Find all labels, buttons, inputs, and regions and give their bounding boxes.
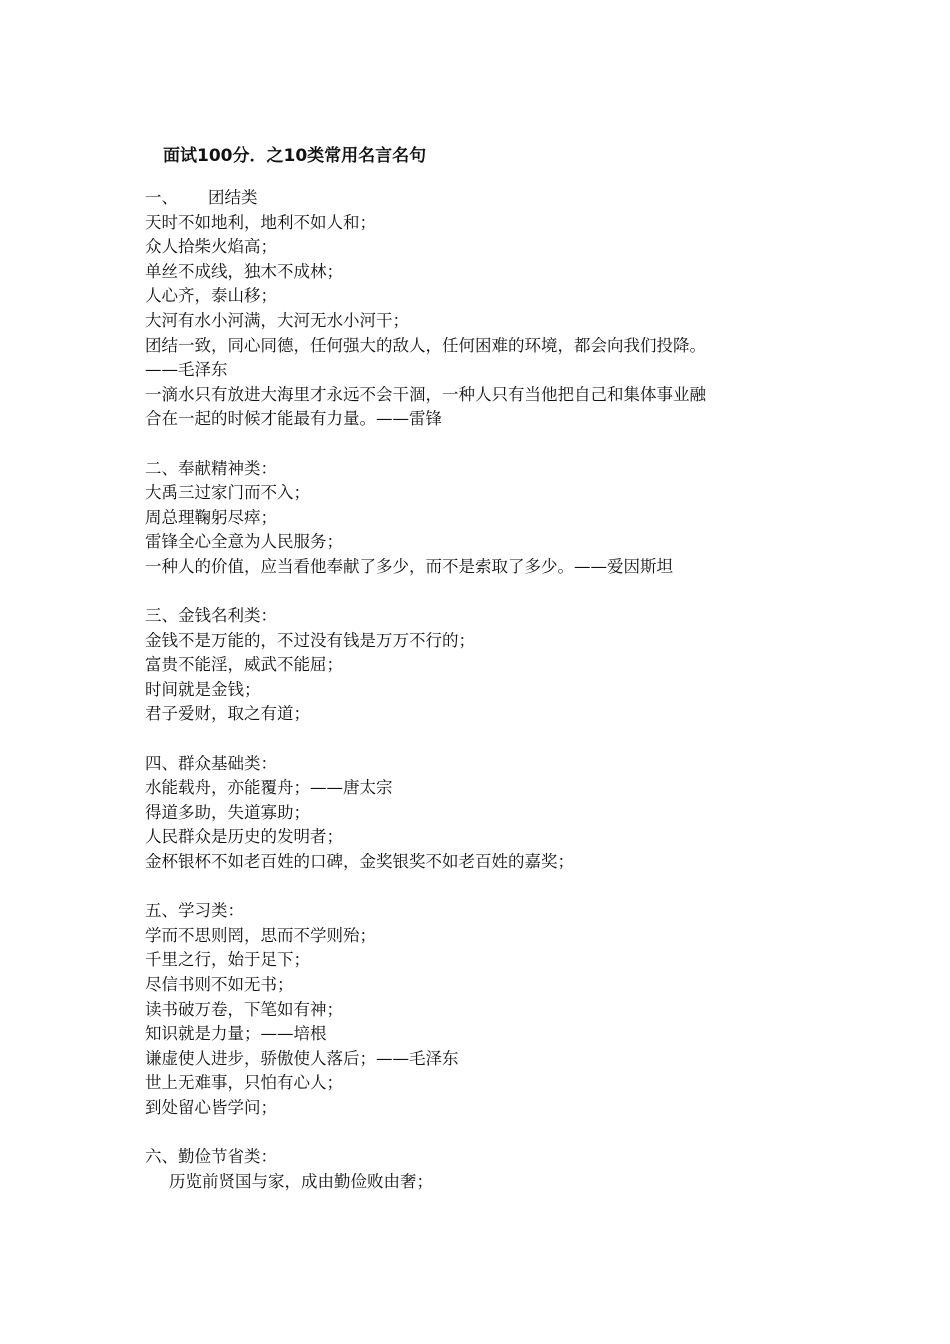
quote-line: 时间就是金钱； [145, 679, 261, 699]
quote-line: 金杯银杯不如老百姓的口碑，金奖银奖不如老百姓的嘉奖； [145, 852, 574, 872]
quote-line: 单丝不成线，独木不成林； [145, 261, 343, 281]
section-mass-base [145, 752, 845, 875]
section-title: 团结类 [208, 188, 258, 207]
quote-line: 天时不如地利，地利不如人和； [145, 212, 376, 232]
section-dedication [145, 457, 845, 580]
quote-line: 团结一致，同心同德，任何强大的敌人，任何困难的环境，都会向我们投降。 [145, 335, 706, 355]
quote-line: 金钱不是万能的，不过没有钱是万万不行的； [145, 630, 475, 650]
quote-line: 得道多助，失道寡助； [145, 802, 310, 822]
section-heading: 四、群众基础类： [145, 753, 277, 773]
quote-line: 学而不思则罔，思而不学则殆； [145, 925, 376, 945]
quote-line: 到处留心皆学问； [145, 1097, 277, 1117]
quote-line: 谦虚使人进步，骄傲使人落后；——毛泽东 [145, 1048, 459, 1068]
page-title: 面试100分．之10类常用名言名句 [163, 146, 427, 166]
quote-line: 一滴水只有放进大海里才永远不会干涸，一种人只有当他把自己和集体事业融 [145, 384, 706, 404]
quote-line: 知识就是力量；——培根 [145, 1024, 327, 1044]
quote-line: 大河有水小河满，大河无水小河干； [145, 310, 409, 330]
section-number: 一、 [145, 188, 178, 207]
quote-attribution: ——毛泽东 [145, 360, 228, 380]
section-heading [145, 186, 845, 211]
quote-line: 一种人的价值，应当看他奉献了多少，而不是索取了多少。——爱因斯坦 [145, 556, 673, 576]
section-unity [145, 186, 845, 432]
quote-line: 千里之行，始于足下； [145, 950, 310, 970]
quote-line: 尽信书则不如无书； [145, 975, 294, 994]
section-thrift [145, 1145, 845, 1194]
section-heading: 六、勤俭节省类： [145, 1147, 277, 1167]
quote-line: 众人拾柴火焰高； [145, 237, 277, 257]
quote-line: 雷锋全心全意为人民服务； [145, 532, 343, 552]
section-heading: 二、奉献精神类： [145, 458, 277, 478]
quote-line: 读书破万卷，下笔如有神； [145, 999, 343, 1019]
quote-line: 世上无难事，只怕有心人； [145, 1073, 343, 1093]
quote-line: 历览前贤国与家，成由勤俭败由奢； [169, 1171, 433, 1191]
section-heading: 三、金钱名利类： [145, 606, 277, 626]
document-page [145, 140, 845, 1219]
quote-line: 君子爱财，取之有道； [145, 704, 310, 724]
quote-line: 人民群众是历史的发明者； [145, 827, 343, 847]
section-money-fame [145, 604, 845, 727]
quote-line: 周总理鞠躬尽瘁； [145, 507, 277, 527]
quote-line: 水能载舟，亦能覆舟；——唐太宗 [145, 778, 393, 798]
quote-line: 人心齐，泰山移； [145, 286, 277, 306]
quote-line: 合在一起的时候才能最有力量。——雷锋 [145, 409, 442, 429]
section-heading: 五、学习类： [145, 901, 244, 921]
quote-line: 富贵不能淫，威武不能屈； [145, 655, 343, 675]
quote-line: 大禹三过家门而不入； [145, 483, 310, 503]
section-learning [145, 899, 845, 1120]
